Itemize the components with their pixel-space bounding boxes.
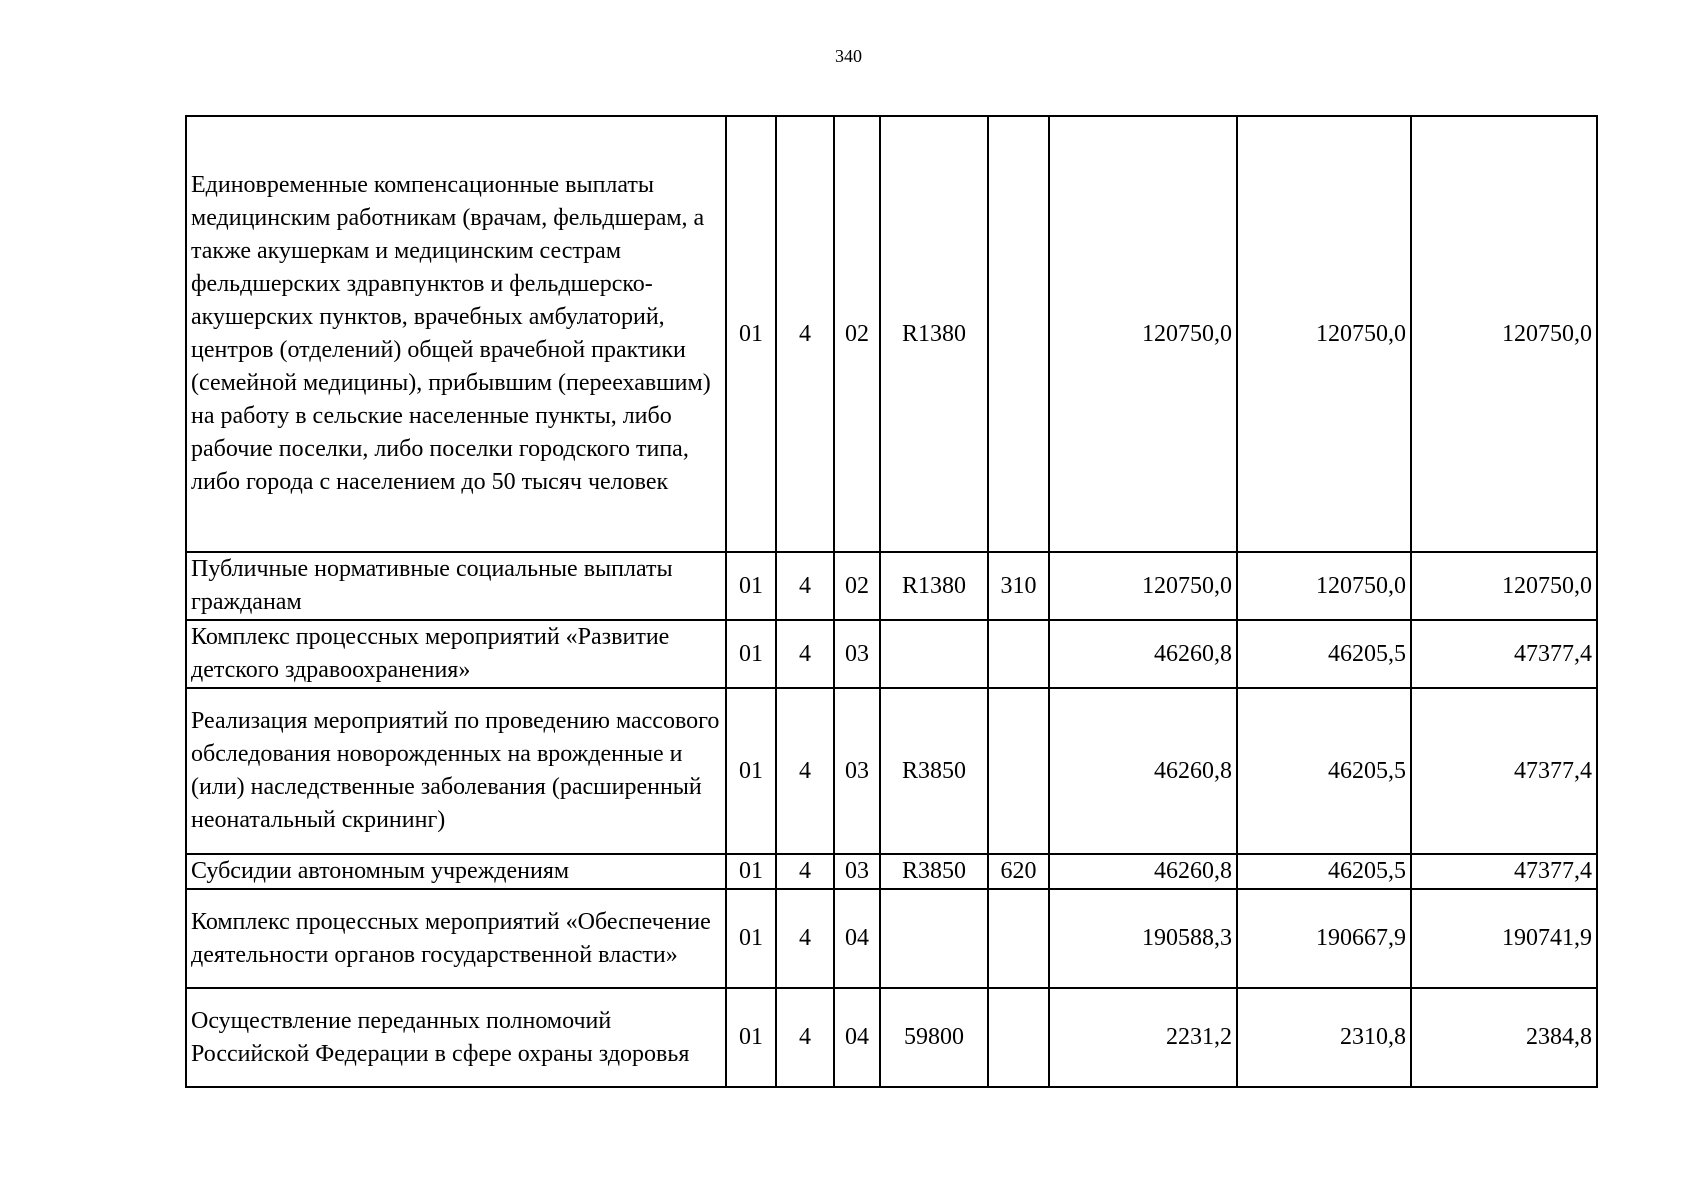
table-row (186, 988, 1597, 1087)
table-row (186, 620, 1597, 688)
row-name-cell: Публичные нормативные социальные выплаты гражданам (186, 552, 726, 620)
table-row (186, 552, 1597, 620)
amount-year3-cell: 190741,9 (1411, 889, 1597, 988)
subprogram-code-cell: 4 (776, 988, 834, 1087)
group-code-cell: 03 (834, 620, 880, 688)
table-row (186, 116, 1597, 552)
amount-year2-cell: 46205,5 (1237, 620, 1411, 688)
subprogram-code-cell: 4 (776, 854, 834, 889)
group-code-cell: 04 (834, 988, 880, 1087)
amount-year3-cell: 120750,0 (1411, 552, 1597, 620)
amount-year1-cell: 46260,8 (1049, 620, 1237, 688)
program-code-cell: 01 (726, 620, 776, 688)
amount-year3-cell: 2384,8 (1411, 988, 1597, 1087)
amount-year3-cell: 47377,4 (1411, 620, 1597, 688)
expense-type-cell: 310 (988, 552, 1049, 620)
table-row (186, 889, 1597, 988)
direction-code-cell: 59800 (880, 988, 988, 1087)
amount-year3-cell: 120750,0 (1411, 116, 1597, 552)
amount-year1-cell: 46260,8 (1049, 854, 1237, 889)
direction-code-cell: R3850 (880, 688, 988, 854)
direction-code-cell: R1380 (880, 552, 988, 620)
page-number: 340 (835, 46, 862, 66)
group-code-cell: 04 (834, 889, 880, 988)
amount-year1-cell: 190588,3 (1049, 889, 1237, 988)
expense-type-cell: 620 (988, 854, 1049, 889)
expense-type-cell (988, 116, 1049, 552)
subprogram-code-cell: 4 (776, 552, 834, 620)
direction-code-cell (880, 620, 988, 688)
program-code-cell: 01 (726, 116, 776, 552)
expense-type-cell (988, 688, 1049, 854)
amount-year2-cell: 120750,0 (1237, 116, 1411, 552)
table-row (186, 854, 1597, 889)
amount-year3-cell: 47377,4 (1411, 688, 1597, 854)
row-name-cell: Комплекс процессных мероприятий «Обеспечение деятельности органов государственной власти» (186, 889, 726, 988)
direction-code-cell (880, 889, 988, 988)
group-code-cell: 03 (834, 854, 880, 889)
amount-year2-cell: 2310,8 (1237, 988, 1411, 1087)
amount-year1-cell: 2231,2 (1049, 988, 1237, 1087)
program-code-cell: 01 (726, 688, 776, 854)
budget-table (185, 115, 1598, 1088)
program-code-cell: 01 (726, 889, 776, 988)
subprogram-code-cell: 4 (776, 889, 834, 988)
program-code-cell: 01 (726, 988, 776, 1087)
direction-code-cell: R3850 (880, 854, 988, 889)
amount-year2-cell: 120750,0 (1237, 552, 1411, 620)
expense-type-cell (988, 889, 1049, 988)
row-name-cell: Осуществление переданных полномочий Российской Федерации в сфере охраны здоровья (186, 988, 726, 1087)
row-name-cell: Единовременные компенсационные выплаты медицинским работникам (врачам, фельдшерам, а также акушеркам и медицинским сестрам фельдшерских здравпунктов и фельдшерско-акушерских пунктов, врачебных амбулаторий, центров (отделений) общей врачебной практики (семейной медицины), прибывшим (переехавшим) на работу в сельские населенные пункты, либо рабочие поселки, либо поселки городского типа, либо города с населением до 50 тысяч человек (186, 116, 726, 552)
row-name-cell: Комплекс процессных мероприятий «Развитие детского здравоохранения» (186, 620, 726, 688)
row-name-cell: Субсидии автономным учреждениям (186, 854, 726, 889)
direction-code-cell: R1380 (880, 116, 988, 552)
subprogram-code-cell: 4 (776, 688, 834, 854)
amount-year1-cell: 120750,0 (1049, 116, 1237, 552)
amount-year3-cell: 47377,4 (1411, 854, 1597, 889)
group-code-cell: 03 (834, 688, 880, 854)
subprogram-code-cell: 4 (776, 116, 834, 552)
program-code-cell: 01 (726, 552, 776, 620)
amount-year1-cell: 120750,0 (1049, 552, 1237, 620)
table-row (186, 688, 1597, 854)
amount-year2-cell: 46205,5 (1237, 688, 1411, 854)
subprogram-code-cell: 4 (776, 620, 834, 688)
expense-type-cell (988, 620, 1049, 688)
group-code-cell: 02 (834, 116, 880, 552)
amount-year2-cell: 46205,5 (1237, 854, 1411, 889)
amount-year2-cell: 190667,9 (1237, 889, 1411, 988)
program-code-cell: 01 (726, 854, 776, 889)
row-name-cell: Реализация мероприятий по проведению массового обследования новорожденных на врожденные и (или) наследственные заболевания (расширенный неонатальный скрининг) (186, 688, 726, 854)
group-code-cell: 02 (834, 552, 880, 620)
expense-type-cell (988, 988, 1049, 1087)
amount-year1-cell: 46260,8 (1049, 688, 1237, 854)
